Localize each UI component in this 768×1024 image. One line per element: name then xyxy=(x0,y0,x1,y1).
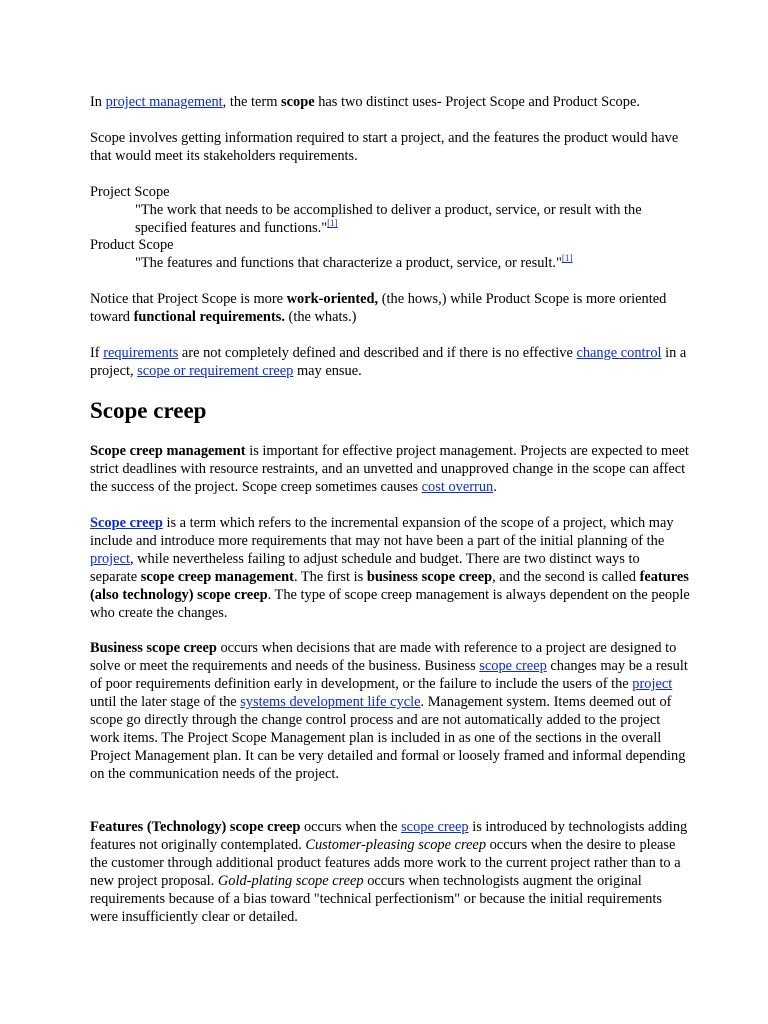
scope-creep-link[interactable]: scope or requirement creep xyxy=(137,363,294,379)
scope-involves-paragraph: Scope involves getting information required to start a project, and the features the product would have that would meet its stakeholders requirements. xyxy=(90,130,679,164)
scope-creep-management-term-2: scope creep management xyxy=(140,569,294,585)
project-scope-definition xyxy=(135,201,690,237)
term-text-3: . The first is xyxy=(293,569,367,585)
features-scope-creep-term: features (also technology) scope creep xyxy=(90,569,689,603)
business-text-1: occurs when decisions that are made with reference to a project are designed to solve or meet the requirements and needs of the business. Business xyxy=(90,640,677,674)
project-management-link[interactable]: project management xyxy=(105,94,223,110)
scope-creep-heading: Scope creep xyxy=(90,398,207,423)
change-control-link[interactable]: change control xyxy=(576,345,662,361)
project-link[interactable]: project xyxy=(90,551,130,567)
scope-creep-management-paragraph xyxy=(90,442,690,496)
work-oriented-term: work-oriented, xyxy=(286,291,379,307)
features-text-3: occurs when the desire to please the customer through additional product features adds more work to the current project rather than to a new project proposal. xyxy=(90,837,681,889)
features-text-2: is introduced by technologists adding features not originally contemplated. xyxy=(90,819,688,853)
notice-text-3: (the whats.) xyxy=(284,309,357,325)
intro-text-2: , the term xyxy=(222,94,282,110)
req-text-4: may ensue. xyxy=(293,363,362,379)
business-scope-creep-term: business scope creep xyxy=(366,569,493,585)
sdlc-link[interactable]: systems development life cycle xyxy=(240,694,421,710)
scope-creep-management-term: Scope creep management xyxy=(90,443,246,459)
project-scope-definition-text: "The work that needs to be accomplished to deliver a product, service, or result with the specified features and functions." xyxy=(135,202,642,236)
functional-requirements-term: functional requirements. xyxy=(133,309,285,325)
intro-paragraph xyxy=(90,93,690,111)
term-text-2: , while nevertheless failing to adjust schedule and budget. There are two distinct ways to separate xyxy=(90,551,640,585)
features-text-4: occurs when technologists augment the original requirements because of a bias toward "technical perfectionism" or because the initial requirements were insufficiently clear or detailed. xyxy=(90,873,662,925)
scm-text-1: is important for effective project management. Projects are expected to meet strict deadlines with resource restraints, and an unvetted and unapproved change in the scope can affect the success of the project. Scope creep sometimes causes xyxy=(90,443,689,495)
features-scope-creep-heading-term: Features (Technology) scope creep xyxy=(90,819,301,835)
cost-overrun-link[interactable]: cost overrun xyxy=(421,479,494,495)
business-scope-creep-paragraph xyxy=(90,639,690,783)
term-text-1: is a term which refers to the incremental expansion of the scope of a project, which may include and introduce more requirements that may not have been a part of the initial planning of the xyxy=(90,515,674,549)
scope-creep-term-paragraph xyxy=(90,514,690,622)
notice-text-1: Notice that Project Scope is more xyxy=(90,291,287,307)
business-text-4: . Management system. Items deemed out of scope go directly through the change control process and are not automatically added to the project work items. The Project Scope Management plan is included in as one of the sections in the overall Project Management plan. It can be very detailed and formal or loosely framed and informal depending on the communication needs of the project. xyxy=(90,694,686,782)
term-text-5: . The type of scope creep management is always dependent on the people who create the changes. xyxy=(90,587,690,621)
req-text-2: are not completely defined and described and if there is no effective xyxy=(178,345,577,361)
scope-term: scope xyxy=(281,94,315,110)
reference-link-1[interactable]: [1] xyxy=(327,218,338,228)
gold-plating-term: Gold-plating scope creep xyxy=(217,873,364,889)
req-text-1: If xyxy=(90,345,104,361)
features-scope-creep-paragraph xyxy=(90,818,690,926)
requirements-link[interactable]: requirements xyxy=(103,345,179,361)
customer-pleasing-term: Customer-pleasing scope creep xyxy=(305,837,487,853)
business-text-2: changes may be a result of poor requirements definition early in development, or the failure to include the users of the xyxy=(90,658,688,692)
business-text-3: until the later stage of the xyxy=(90,694,241,710)
product-scope-definition-text: "The features and functions that characterize a product, service, or result." xyxy=(135,255,562,271)
requirements-paragraph xyxy=(90,344,690,380)
scm-text-2: . xyxy=(493,479,497,495)
features-scope-creep-link[interactable]: scope creep xyxy=(401,819,469,835)
intro-text-1: In xyxy=(90,94,106,110)
product-scope-term: Product Scope xyxy=(90,237,174,253)
notice-text-2: (the hows,) while Product Scope is more oriented toward xyxy=(90,291,667,325)
project-scope-term: Project Scope xyxy=(90,184,170,200)
business-scope-creep-heading-term: Business scope creep xyxy=(90,640,217,656)
reference-link-2[interactable]: [1] xyxy=(561,253,573,263)
intro-text-3: has two distinct uses- Project Scope and Product Scope. xyxy=(314,94,640,110)
notice-paragraph xyxy=(90,290,690,326)
product-scope-definition xyxy=(135,254,690,272)
business-project-link[interactable]: project xyxy=(632,676,673,692)
term-text-4: , and the second is called xyxy=(492,569,640,585)
scope-creep-bold-link[interactable]: Scope creep xyxy=(90,515,163,531)
features-text-1: occurs when the xyxy=(300,819,402,835)
req-text-3: in a project, xyxy=(90,345,687,379)
business-scope-creep-link[interactable]: scope creep xyxy=(479,658,547,674)
